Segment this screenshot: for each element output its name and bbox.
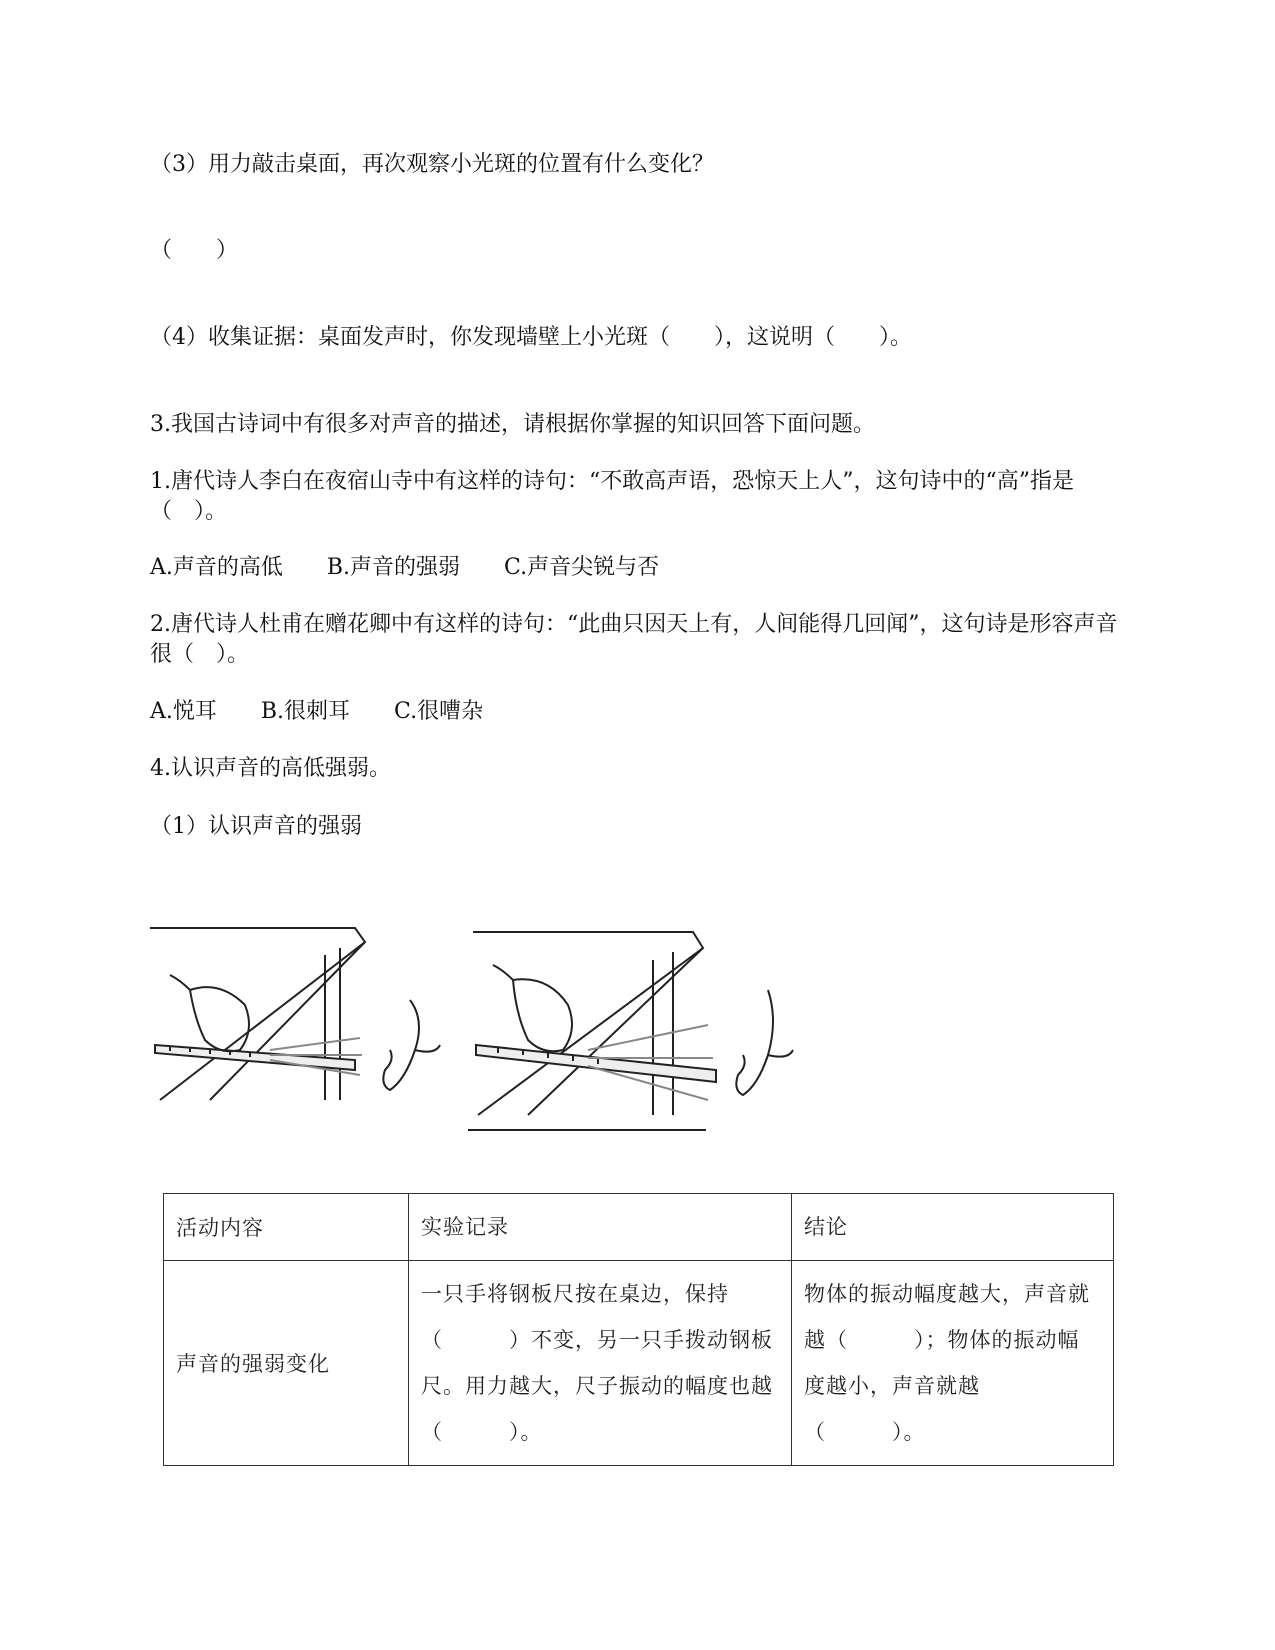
experiment-record-table (163, 1193, 1114, 1466)
question-3-1-options: A.声音的高低 B.声音的强弱 C.声音尖锐与否 (150, 555, 660, 580)
ruler-illustration-large-vibration (468, 920, 798, 1125)
question-3-2-text: 2.唐代诗人杜甫在赠花卿中有这样的诗句：“此曲只因天上有，人间能得几回闻”，这句诗是形容声音很（ ）。 (150, 612, 1118, 667)
table-header-record: 实验记录 (409, 1194, 792, 1261)
cell-conclusion: 物体的振动幅度越大，声音就越（ ）；物体的振动幅度越小，声音就越（ ）。 (792, 1261, 1114, 1466)
cell-activity: 声音的强弱变化 (164, 1261, 409, 1466)
question-3-text: （3）用力敲击桌面，再次观察小光斑的位置有什么变化？ (150, 152, 714, 177)
section-3-title: 3.我国古诗词中有很多对声音的描述，请根据你掌握的知识回答下面问题。 (150, 412, 875, 437)
illustration-baseline (468, 1129, 706, 1131)
question-4-1-text: （1）认识声音的强弱 (150, 814, 362, 839)
table-header-conclusion: 结论 (792, 1194, 1114, 1261)
question-3-1-text: 1.唐代诗人李白在夜宿山寺中有这样的诗句：“不敢高声语，恐惊天上人”，这句诗中的“高”指是（ ）。 (150, 469, 1074, 524)
cell-record: 一只手将钢板尺按在桌边，保持（ ）不变，另一只手拨动钢板尺。用力越大，尺子振动的幅度也越（ ）。 (409, 1261, 792, 1466)
question-4-text: （4）收集证据：桌面发声时，你发现墙壁上小光斑（ ），这说明（ ）。 (150, 325, 912, 350)
question-3-2-options: A.悦耳 B.很刺耳 C.很嘈杂 (150, 699, 484, 724)
ruler-illustration-small-vibration (150, 920, 465, 1110)
table-header-row (164, 1194, 1114, 1261)
question-3-answer-blank: （ ） (150, 238, 239, 263)
table-header-activity: 活动内容 (164, 1194, 409, 1261)
table-row (164, 1261, 1114, 1466)
ruler-experiment-illustrations (150, 920, 810, 1130)
section-4-title: 4.认识声音的高低强弱。 (150, 756, 391, 781)
